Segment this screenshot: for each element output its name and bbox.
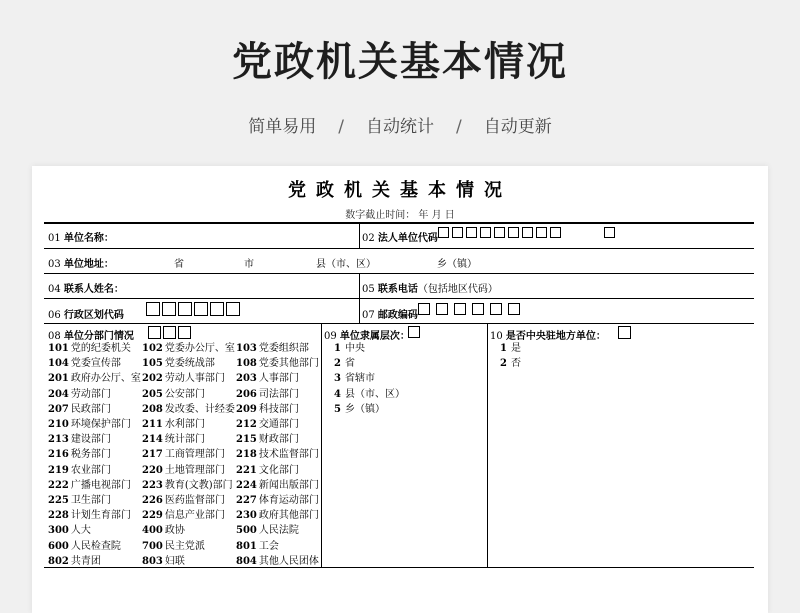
field-06: 06 行政区划代码 — [48, 310, 124, 321]
code-row — [48, 387, 330, 402]
department-code-item: 223 教育(文教)部门 — [142, 479, 233, 491]
department-code-item: 204 劳动部门 — [48, 388, 111, 400]
field-03: 03 单位地址： — [48, 259, 114, 270]
code-row — [48, 478, 330, 493]
department-code-item: 216 税务部门 — [48, 449, 111, 461]
department-code-item: 700 民主党派 — [142, 540, 205, 552]
code-row — [48, 432, 330, 447]
central-option-list — [500, 341, 521, 371]
legal-code-boxes[interactable] — [438, 227, 564, 238]
department-code-item: 222 广播电视部门 — [48, 479, 131, 491]
option-item: 3 省辖市 — [334, 373, 375, 385]
code-row — [48, 371, 330, 386]
department-code-item: 225 卫生部门 — [48, 495, 111, 507]
department-code-item: 211 水利部门 — [142, 419, 205, 431]
divider — [487, 323, 488, 568]
department-code-item: 209 科技部门 — [236, 403, 299, 415]
department-code-item: 802 共青团 — [48, 555, 101, 567]
department-code-item: 801 工会 — [236, 540, 279, 552]
department-code-item: 208 发改委、计经委 — [142, 403, 235, 415]
region-code-boxes[interactable] — [146, 302, 242, 316]
department-code-item: 206 司法部门 — [236, 388, 299, 400]
department-code-item: 400 政协 — [142, 525, 185, 537]
option-item: 1 是 — [500, 343, 521, 354]
department-code-item: 219 农业部门 — [48, 464, 111, 476]
department-code-item: 108 党委其他部门 — [236, 358, 319, 370]
level-option-list — [334, 341, 405, 417]
department-code-item: 101 党的纪委机关 — [48, 343, 131, 354]
code-row — [48, 523, 330, 538]
department-code-item: 224 新闻出版部门 — [236, 479, 319, 491]
department-code-item: 202 劳动人事部门 — [142, 373, 225, 385]
department-code-item: 300 人大 — [48, 525, 91, 537]
feature-1: 简单易用 — [248, 117, 317, 137]
code-row — [48, 447, 330, 462]
department-code-item: 803 妇联 — [142, 555, 185, 567]
option-item: 4 县（市、区） — [334, 388, 405, 400]
form-sheet — [32, 166, 768, 613]
field-04: 04 联系人姓名： — [48, 284, 124, 295]
department-code-item: 104 党委宣传部 — [48, 358, 121, 370]
field-01: 01 单位名称： — [48, 233, 114, 244]
field-10: 10 是否中央驻地方单位： — [490, 331, 606, 342]
option-item: 5 乡（镇） — [334, 403, 385, 415]
department-code-item: 207 民政部门 — [48, 403, 111, 415]
code-row — [48, 402, 330, 417]
department-code-item: 214 统计部门 — [142, 434, 205, 446]
form-title: 党政机关基本情况 — [288, 180, 512, 201]
option-item: 2 省 — [334, 358, 355, 370]
department-code-list — [48, 341, 330, 569]
date-line: 数字截止时间： 年 月 日 — [345, 210, 455, 221]
feature-3: 自动更新 — [483, 117, 552, 137]
department-code-item: 230 政府其他部门 — [236, 510, 319, 522]
department-code-item: 226 医药监督部门 — [142, 495, 225, 507]
code-row — [48, 508, 330, 523]
separator: / — [338, 117, 344, 137]
dept-code-boxes[interactable] — [148, 326, 193, 339]
option-item: 2 否 — [500, 358, 521, 370]
county-label: 县（市、区） — [316, 259, 376, 270]
department-code-item: 217 工商管理部门 — [142, 449, 225, 461]
department-code-item: 103 党委组织部 — [236, 343, 309, 354]
divider — [359, 223, 360, 249]
central-unit-check-box[interactable] — [618, 326, 634, 339]
department-code-item: 228 计划生育部门 — [48, 510, 131, 522]
department-code-item: 227 体育运动部门 — [236, 495, 319, 507]
code-row — [48, 539, 330, 554]
code-row — [48, 554, 330, 569]
department-code-item: 221 文化部门 — [236, 464, 299, 476]
city-label: 市 — [244, 259, 254, 270]
department-code-item: 215 财政部门 — [236, 434, 299, 446]
province-label: 省 — [174, 259, 184, 270]
field-02: 02 法人单位代码 — [362, 233, 438, 244]
department-code-item: 212 交通部门 — [236, 419, 299, 431]
department-code-item: 203 人事部门 — [236, 373, 299, 385]
department-code-item: 105 党委统战部 — [142, 358, 215, 370]
department-code-item: 213 建设部门 — [48, 434, 111, 446]
code-row — [48, 493, 330, 508]
code-row — [48, 417, 330, 432]
feature-tagline — [0, 112, 800, 137]
code-row — [48, 356, 330, 371]
page-title: 党政机关基本情况 — [232, 39, 568, 85]
department-code-item: 205 公安部门 — [142, 388, 205, 400]
field-07: 07 邮政编码 — [362, 310, 418, 321]
level-check-box[interactable] — [408, 326, 423, 338]
option-item: 1 中央 — [334, 343, 365, 354]
postcode-boxes[interactable] — [418, 303, 526, 315]
separator: / — [456, 117, 462, 137]
department-code-item: 218 技术监督部门 — [236, 449, 319, 461]
department-code-item: 210 环境保护部门 — [48, 419, 131, 431]
rule — [44, 323, 754, 324]
field-05: 05 联系电话（包括地区代码） — [362, 284, 498, 295]
department-code-item: 220 土地管理部门 — [142, 464, 225, 476]
department-code-item: 500 人民法院 — [236, 525, 299, 537]
department-code-item: 229 信息产业部门 — [142, 510, 225, 522]
field-08: 08 单位分部门情况 — [48, 331, 134, 342]
department-code-item: 804 其他人民团体 — [236, 555, 319, 567]
town-label: 乡（镇） — [437, 259, 477, 270]
field-09: 09 单位隶属层次： — [324, 331, 410, 342]
code-row — [48, 463, 330, 478]
code-row — [48, 341, 330, 356]
rule — [44, 273, 754, 274]
divider — [359, 273, 360, 324]
legal-code-check-box[interactable] — [604, 227, 618, 238]
rule-top — [44, 222, 754, 224]
department-code-item: 102 党委办公厅、室 — [142, 343, 235, 354]
rule — [44, 298, 754, 299]
rule — [44, 248, 754, 249]
department-code-item: 201 政府办公厅、室 — [48, 373, 141, 385]
department-code-item: 600 人民检查院 — [48, 540, 121, 552]
feature-2: 自动统计 — [366, 117, 434, 137]
